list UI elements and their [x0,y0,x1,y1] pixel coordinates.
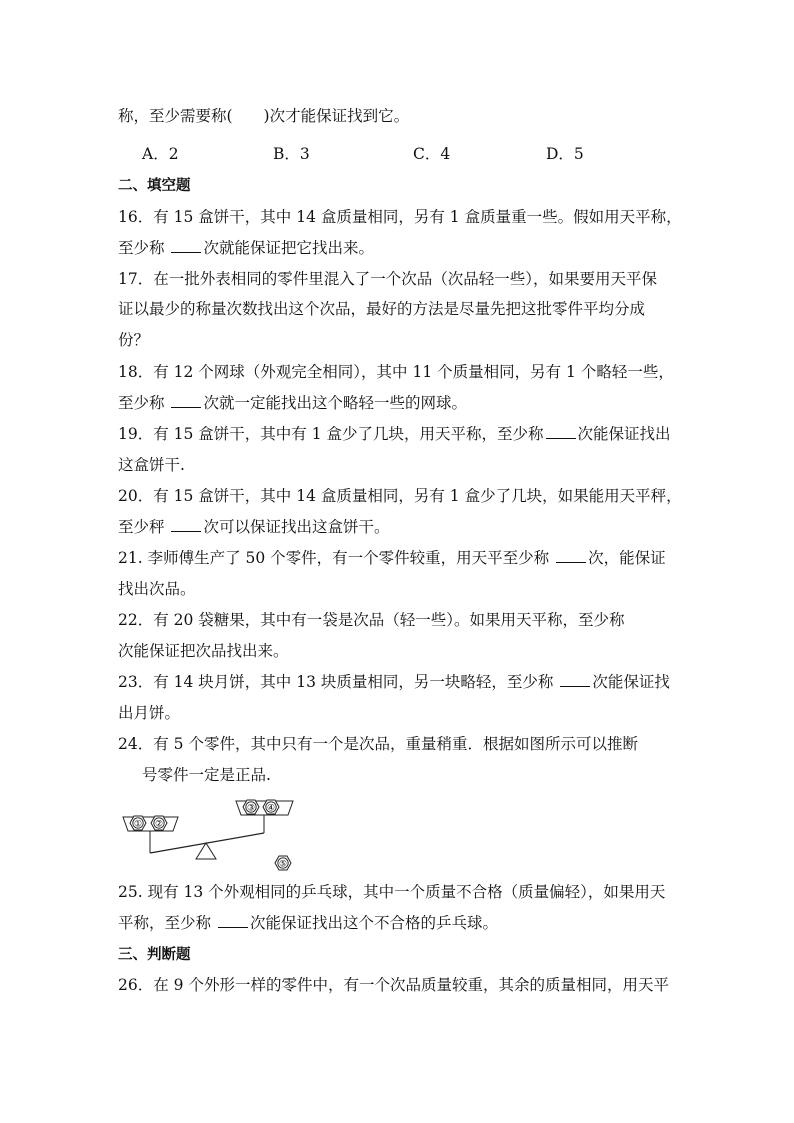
answer-blank[interactable] [560,672,590,687]
question-16-line1: 16．有 15 盒饼干，其中 14 盒质量相同，另有 1 盒质量重一些。假如用天平称， [118,208,682,226]
question-23-line1: 23．有 14 块月饼，其中 13 块质量相同，另一块略轻，至少称 次能保证找 [118,673,670,691]
answer-blank[interactable] [171,238,201,253]
question-26-line1: 26．在 9 个外形一样的零件中，有一个次品质量较重，其余的质量相同，用天平 [118,976,669,994]
question-17-line1: 17．在一批外表相同的零件里混入了一个次品（次品轻一些），如果要用天平保 [118,270,657,288]
question-23-line2: 出月饼。 [118,704,181,722]
question-15-continuation: 称，至少需要称( )次才能保证找到它。 [118,107,410,125]
label-part-1: ① [133,819,143,830]
balance-scale-figure [118,793,308,873]
question-18-line1: 18．有 12 个网球（外观完全相同），其中 11 个质量相同，另有 1 个略轻一些， [118,363,674,381]
section-heading-true-false: 三、判断题 [118,947,191,963]
label-part-3: ③ [246,803,256,814]
option-c: C．4 [413,145,451,163]
question-24-line2: 号零件一定是正品. [142,766,271,784]
question-21-line2: 找出次品。 [118,580,196,598]
question-25-line2: 平称，至少称 次能保证找出这个不合格的乒乓球。 [118,914,498,932]
question-21-line1: 21. 李师傅生产了 50 个零件，有一个零件较重，用天平至少称 次，能保证 [118,549,666,567]
answer-blank[interactable] [171,393,201,408]
question-24-line1: 24．有 5 个零件，其中只有一个是次品，重量稍重．根据如图所示可以推断 [118,735,638,753]
label-part-4: ④ [266,803,276,814]
answer-blank[interactable] [546,424,576,439]
label-part-2: ② [154,819,164,830]
label-part-5: ⑤ [278,859,288,870]
question-22-line2: 次能保证把次品找出来。 [118,642,289,660]
answer-blank[interactable] [171,517,201,532]
question-16-line2: 至少称 次就能保证把它找出来。 [118,239,374,257]
question-19-line1: 19．有 15 盒饼干，其中有 1 盒少了几块，用天平称，至少称 次能保证找出 [118,425,671,443]
question-17-line2: 证以最少的称量次数找出这个次品，最好的方法是尽量先把这批零件平均分成 [118,300,646,318]
answer-blank[interactable] [218,913,248,928]
question-17-line3: 份？ [118,331,150,349]
option-b: B．3 [273,145,310,163]
question-18-line2: 至少称 次就一定能找出这个略轻一些的网球。 [118,394,467,412]
section-heading-fill-blank: 二、填空题 [118,178,191,194]
option-d: D．5 [546,145,584,163]
question-22-line1: 22．有 20 袋糖果，其中有一袋是次品（轻一些）。如果用天平称，至少称 [118,611,625,629]
question-19-line2: 这盒饼干. [118,456,185,474]
question-20-line2: 至少秤 次可以保证找出这盒饼干。 [118,518,390,536]
answer-blank[interactable] [556,548,586,563]
question-25-line1: 25. 现有 13 个外观相同的乒乓球，其中一个质量不合格（质量偏轻），如果用天 [118,883,666,901]
option-a: A．2 [142,145,179,163]
fulcrum [196,843,216,859]
question-20-line1: 20．有 15 盒饼干，其中 14 盒质量相同，另有 1 盒少了几块，如果能用天平秤， [118,487,682,505]
